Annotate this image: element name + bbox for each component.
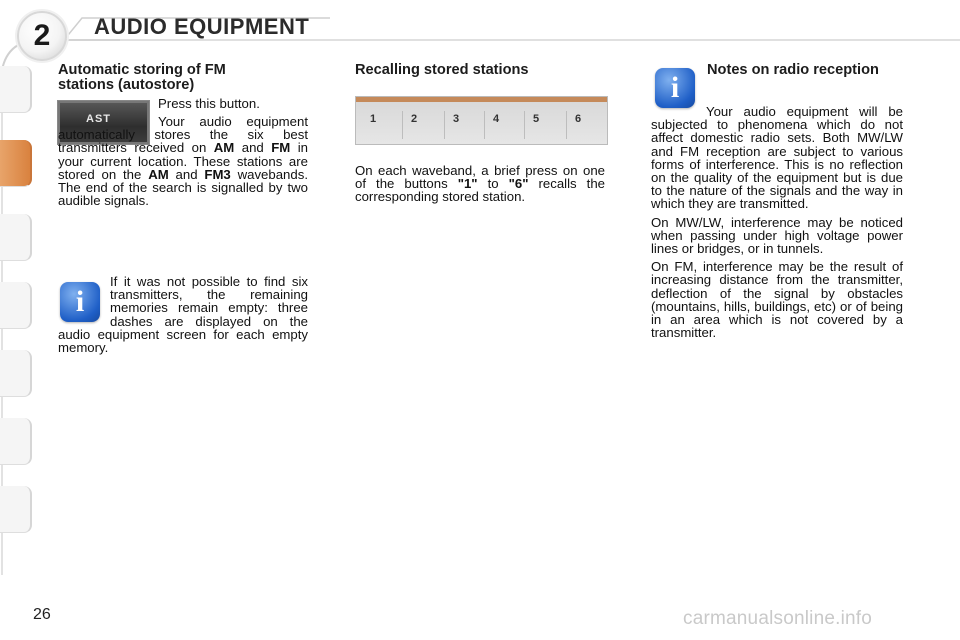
ast-button-label: AST: [86, 113, 111, 125]
chapter-tab[interactable]: [0, 214, 32, 261]
button-1-ref: "1": [457, 176, 478, 192]
autostore-description: [58, 115, 308, 212]
preset-button-3: [444, 111, 481, 139]
text-and-2: and: [168, 166, 205, 182]
page-title: AUDIO EQUIPMENT: [94, 14, 310, 39]
preset-button-4: [484, 111, 521, 139]
preset-label: 1: [370, 113, 377, 125]
band-am-2: AM: [148, 166, 169, 182]
preset-button-5: [524, 111, 561, 139]
chapter-tab[interactable]: [0, 486, 32, 533]
autostore-instruction: [158, 97, 308, 115]
preset-button-1: [362, 111, 398, 139]
autostore-note: [58, 275, 308, 359]
recall-text-c: recalls the corresponding stored station.: [355, 176, 605, 205]
chapter-tab-active[interactable]: [0, 140, 32, 187]
watermark: carmanualsonline.info: [683, 608, 873, 629]
preset-button-6: [566, 111, 603, 139]
recall-heading: Recalling stored stations: [355, 62, 529, 78]
autostore-text-a: Your audio equipment automatically stores the six best transmitters received on: [58, 114, 308, 156]
button-6-ref: "6": [508, 176, 529, 192]
band-fm: FM: [271, 140, 291, 156]
chapter-tab[interactable]: [0, 66, 32, 113]
preset-button-2: [402, 111, 439, 139]
info-icon: i: [60, 282, 100, 322]
recall-text-a: On each waveband, a brief press on one of the buttons: [355, 163, 605, 192]
text-and: and: [234, 140, 272, 156]
chapter-tab[interactable]: [0, 350, 32, 397]
autostore-text-c: wavebands. The end of the search is signalled by two audible signals.: [58, 166, 308, 209]
chapter-tab[interactable]: [0, 282, 32, 329]
press-button-text: Press this button.: [158, 96, 260, 111]
page-number: 26: [33, 606, 51, 623]
preset-label: 4: [493, 113, 500, 125]
notes-heading: Notes on radio reception: [707, 62, 879, 78]
autostore-heading: Automatic storing of FM stations (autostore): [58, 62, 226, 94]
preset-label: 6: [575, 113, 582, 125]
chapter-tab[interactable]: [0, 418, 32, 465]
notes-paragraph-1: Your audio equipment will be subjected to phenomena which do not affect domestic radio sets. Both MW/LW and FM reception are subject to various forms of interference. This is no reflection on the quality of the equipment but is due to the nature of the signals and the way in which they are transmitted.: [651, 104, 903, 212]
preset-label: 3: [453, 113, 460, 125]
text-to: to: [477, 176, 509, 192]
band-am: AM: [213, 140, 235, 156]
notes-paragraph-2: On MW/LW, interference may be noticed when passing under high voltage power lines or bridges, or in tunnels.: [651, 214, 903, 257]
preset-label: 5: [533, 113, 540, 125]
chapter-number-badge: 2: [17, 11, 67, 61]
info-icon: i: [655, 68, 695, 108]
notes-paragraph-3: On FM, interference may be the result of increasing distance from the transmitter, deflection of the signal by obstacles (mountains, hills, buildings, etc) or of being in an area which is not covered by a transmitter.: [651, 259, 903, 341]
autostore-text-b: in your current location. These stations are stored on the: [58, 140, 308, 182]
chapter-tabs: [0, 66, 34, 576]
preset-label: 2: [411, 113, 418, 125]
notes-body: [651, 105, 903, 344]
preset-buttons-image: [355, 96, 608, 145]
autostore-note-text: If it was not possible to find six transmitters, the remaining memories remain empty: three dashes are displayed on the audio equipment screen for each empty memory.: [58, 274, 308, 356]
recall-description: [355, 164, 605, 209]
band-fm3: FM3: [204, 166, 231, 182]
